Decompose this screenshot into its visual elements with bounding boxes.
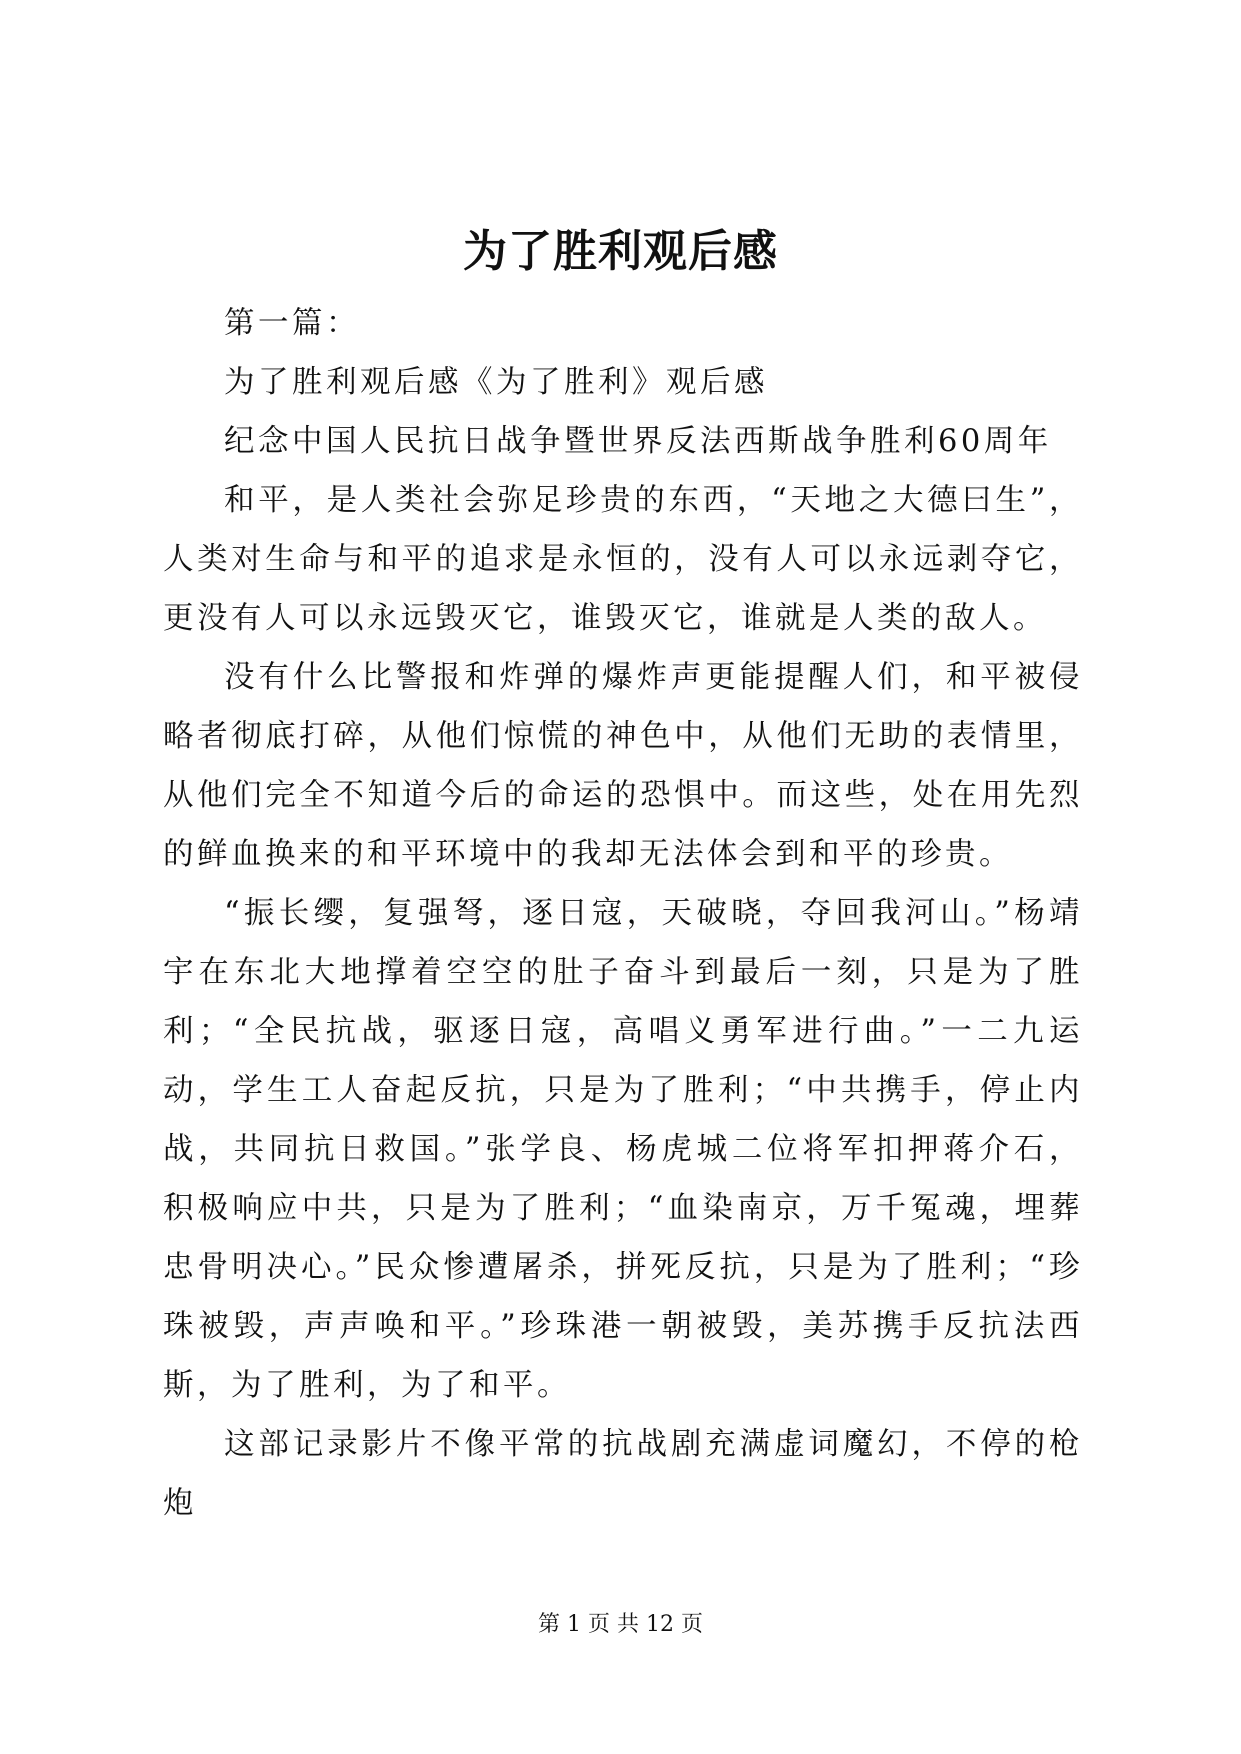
body-paragraph: “振长缨，复强弩，逐日寇，天破晓，夺回我河山。”杨靖宇在东北大地撑着空空的肚子奋斗到最后一刻，只是为了胜利；“全民抗战，驱逐日寇，高唱义勇军进行曲。”一二九运动，学生工人奋起反抗，只是为了胜利；“中共携手，停止内战，共同抗日救国。”张学良、杨虎城二位将军扣押蒋介石，积极响应中共，只是为了胜利；“血染南京，万千冤魂，埋葬忠骨明决心。”民众惨遭屠杀，拼死反抗，只是为了胜利；“珍珠被毁，声声唤和平。”珍珠港一朝被毁，美苏携手反抗法西斯，为了胜利，为了和平。 — [163, 896, 1083, 1403]
subtitle-line: 为了胜利观后感《为了胜利》观后感 — [224, 365, 768, 400]
section-heading: 第一篇： — [224, 306, 360, 341]
body-paragraph: 和平，是人类社会弥足珍贵的东西，“天地之大德曰生”，人类对生命与和平的追求是永恒的，没有人可以永远剥夺它，更没有人可以永远毁灭它，谁毁灭它，谁就是人类的敌人。 — [163, 483, 1083, 636]
commemoration-line: 纪念中国人民抗日战争暨世界反法西斯战争胜利60周年 — [224, 424, 1052, 459]
body-paragraph: 这部记录影片不像平常的抗战剧充满虚词魔幻，不停的枪炮 — [163, 1427, 1083, 1521]
document-body — [163, 294, 1083, 1533]
body-paragraph: 没有什么比警报和炸弹的爆炸声更能提醒人们，和平被侵略者彻底打碎，从他们惊慌的神色中，从他们无助的表情里，从他们完全不知道今后的命运的恐惧中。而这些，处在用先烈的鲜血换来的和平环境中的我却无法体会到和平的珍贵。 — [163, 660, 1083, 872]
page-footer: 第 1 页 共 12 页 — [538, 1612, 703, 1637]
document-title: 为了胜利观后感 — [463, 226, 778, 277]
